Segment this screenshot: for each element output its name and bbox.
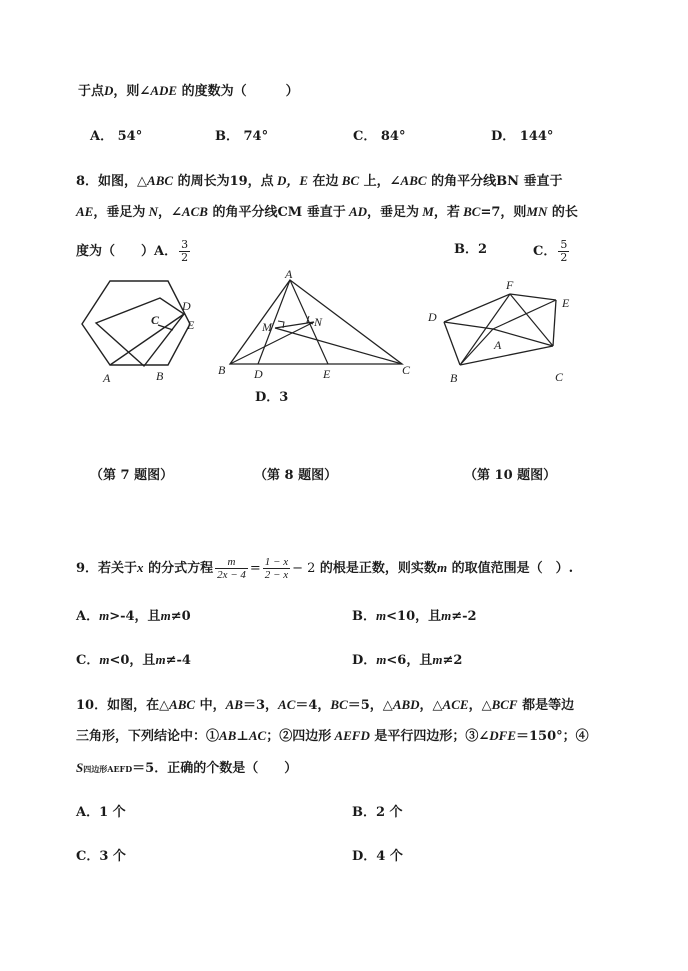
segment-cm [275,328,402,364]
label-b: B [156,369,164,383]
q8-acb: ACB [181,204,208,219]
q10-stem-line-3 [76,759,297,778]
q10-ac: AC [248,728,267,743]
q7-option-d: D． 144° [491,129,554,144]
var-m: m [376,652,387,667]
diagonal-line [110,314,184,365]
fraction-denominator: 2 [181,251,189,264]
q10-stem-line-1 [76,696,574,715]
q8-ad: AD [345,204,368,219]
segment-fc [510,294,553,346]
q10-text: ，△ [468,698,492,713]
label-f: F [506,278,514,292]
q9-text: 的取值范围是（ ）. [447,561,574,576]
q7-option-b: B． 74° [215,129,269,144]
q7-angle-ade: ADE [150,83,178,98]
segment-bd [444,322,460,365]
q9-option-a [76,607,191,626]
q7-point-d: D [104,83,114,98]
q8-text: 的周长为19，点 [173,174,274,189]
var-m: m [99,608,110,623]
segment-ac [493,329,553,346]
fraction-numerator: m [227,556,236,568]
q9-option-d [352,651,462,670]
q8-stem-line-1 [76,172,563,191]
q8-option-c-fraction [558,239,569,264]
label-d: D [428,310,437,324]
q8-bc: BC [459,204,481,219]
q10-figure-caption: （第 10 题图） [464,468,557,483]
q10-bcf: BCF [491,697,518,712]
q9-m: m [436,560,448,575]
q10-bc: BC [330,697,348,712]
q8-figure-triangle [216,267,416,381]
q10-text: 10．如图，在△ [76,698,170,713]
q8-text: ，垂足为 [367,205,420,220]
q9-option-c [76,651,191,670]
fraction-numerator: 1 − x [264,556,289,568]
q8-text: ，垂足为 [93,205,146,220]
q10-text: ＝5，△ [347,698,393,713]
q10-option-d: D．4 个 [352,849,403,864]
fraction-denominator: 2x − 4 [217,569,246,581]
q8-text: 的长 [547,205,578,220]
q9-option-b [352,607,477,626]
var-m: m [432,652,443,667]
label-e: E [187,318,195,332]
q10-text: ＝5．正确的个数是（ ） [132,761,298,776]
q10-text: 都是等边 [517,698,575,713]
q8-stem-line-2 [76,203,578,222]
q8-text: ，若 [433,205,460,220]
q9-stem [76,556,573,581]
q8-option-a-label: 度为（ ）A． [76,244,178,259]
q9-equals: = [249,561,261,576]
q10-ace: ACE [442,697,469,712]
segment-ce [158,325,173,330]
q8-text: 在边 [308,174,339,189]
label-c: C [555,370,564,384]
option-label: D． [352,653,377,668]
q10-text: ＝150°；④ [516,729,589,744]
q10-text: ＝3， [242,698,279,713]
q8-text: 的角平分线BN 垂直于 [426,174,563,189]
segment-fe [510,294,556,300]
q7-option-a: A． 54° [90,129,143,144]
var-m: m [160,608,171,623]
fraction-denominator: 2 − x [264,569,289,581]
q10-text: 是平行四边形；③∠ [369,729,490,744]
q8-figure-caption: （第 8 题图） [254,468,338,483]
q7-stem-text: 于点 [78,84,105,99]
option-text: <6，且 [386,653,433,668]
q7-figure-hexagon [72,276,222,386]
label-a: A [494,338,502,352]
label-c: C [151,313,160,327]
q8-ae: AE [76,204,94,219]
option-text: ≠-4 [165,653,191,668]
var-m: m [99,652,110,667]
q10-text: 中， [195,698,226,713]
option-label: B． [352,609,376,624]
q9-x: x [137,560,144,575]
q8-option-c [533,239,571,264]
q8-text: 上，∠ [359,174,401,189]
q10-option-c: C．3 个 [76,849,126,864]
q8-abc: ABC [147,173,174,188]
q10-text: 三角形，下列结论中：① [76,729,220,744]
label-d: D [182,299,191,313]
var-m: m [376,608,387,623]
q8-stem-line-3 [76,239,192,264]
q8-text: 的角平分线CM 垂直于 [207,205,346,220]
q8-m: M [419,204,434,219]
q7-stem-text-3: 的度数为（ ） [177,84,299,99]
label-a: A [285,267,293,281]
q8-text: 8．如图，△ [76,174,148,189]
fraction-denominator: 2 [560,251,568,264]
inner-quadrilateral [96,298,184,366]
q8-option-b: B．2 [454,242,488,257]
label-c: C [402,363,411,377]
segment-ae [290,280,328,364]
q10-dfe: DFE [489,728,517,743]
q9-text: 的根是正数，则实数 [315,561,437,576]
q8-text: ，∠ [158,205,182,220]
q8-abc: ABC [400,173,427,188]
q10-figure [424,277,584,387]
segment-cb [460,346,553,365]
label-a: A [103,371,111,385]
fraction-numerator: 5 [560,238,568,251]
option-text: <0，且 [109,653,156,668]
q9-minus-two: − 2 [292,561,316,576]
q10-option-a: A．1 个 [76,805,126,820]
q7-figure-caption: （第 7 题图） [90,468,174,483]
label-b: B [450,371,458,385]
label-m: M [262,320,272,334]
q10-ac: AC [278,697,296,712]
option-label: C． [76,653,100,668]
hexagon-outline [82,281,190,365]
option-text: ≠2 [442,653,463,668]
label-n: N [314,315,323,329]
option-text: <10，且 [386,609,442,624]
q8-n: N [145,204,158,219]
segment-ec [553,300,556,346]
q7-stem-text-2: ，则∠ [113,84,151,99]
q10-abc: ABC [169,697,196,712]
option-text: ≠-2 [451,609,477,624]
q10-aefd: AEFD [331,728,370,743]
q10-ab: AB [219,728,237,743]
var-m: m [155,652,166,667]
q8-text: =7，则 [480,205,527,220]
q7-stem [78,82,299,101]
q8-option-a-fraction [179,239,190,264]
q9-text: 9．若关于 [76,561,138,576]
q8-option-d: D．3 [255,390,289,405]
q10-option-b: B．2 个 [352,805,403,820]
q10-abd: ABD [392,697,420,712]
q8-option-c-label: C． [533,244,557,259]
q10-area-s: S [76,760,84,775]
q9-fraction-2 [263,556,290,581]
label-e: E [562,296,570,310]
q10-text: ，△ [419,698,443,713]
q10-text: ⊥ [236,729,249,744]
q8-de: D，E [273,173,308,188]
option-text: ≠0 [170,609,191,624]
q10-text: ；②四边形 [266,729,332,744]
q9-text: 的分式方程 [143,561,214,576]
q8-mn: MN [526,204,548,219]
q10-ab: AB [225,697,243,712]
var-m: m [441,608,452,623]
q9-fraction-1 [215,556,248,581]
fraction-numerator: 3 [181,238,189,251]
option-label: A． [76,609,100,624]
q10-stem-line-2 [76,727,589,746]
q8-bc: BC [338,173,360,188]
q7-option-c: C． 84° [353,129,406,144]
label-b: B [218,363,226,377]
label-e: E [323,367,331,381]
option-text: >-4，且 [109,609,161,624]
label-d: D [254,367,263,381]
q10-text: ＝4， [295,698,331,713]
q10-area-subscript: 四边形AEFD [83,764,133,774]
